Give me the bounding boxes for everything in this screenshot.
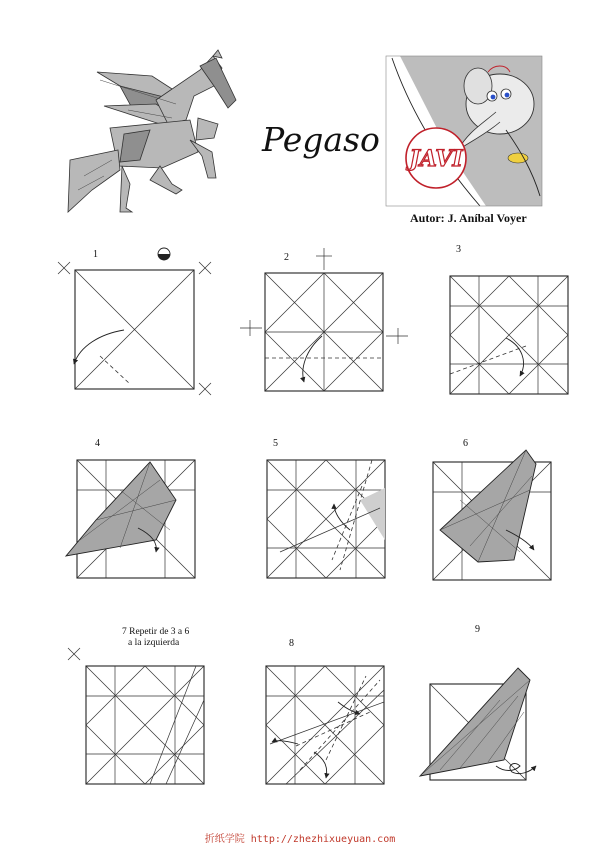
step-number: 9 <box>475 624 480 635</box>
pegasus-illustration <box>68 50 236 212</box>
step-number: 4 <box>95 438 100 449</box>
footer-watermark: 折纸学院 http://zhezhixueyuan.com <box>204 834 396 845</box>
step-number: 1 <box>93 249 98 260</box>
step-number: 2 <box>284 252 289 263</box>
step-3 <box>450 244 568 394</box>
step-number: 3 <box>456 244 461 255</box>
step-note-2: a la izquierda <box>128 638 180 648</box>
step-number: 6 <box>463 438 468 449</box>
step-4 <box>66 438 195 578</box>
step-5 <box>267 438 385 578</box>
step-1 <box>58 248 211 395</box>
turn-over-icon <box>158 248 170 260</box>
elephant-logo <box>386 56 542 206</box>
step-8 <box>266 638 384 784</box>
step-number: 5 <box>273 438 278 449</box>
step-9 <box>420 624 536 780</box>
logo-stamp: JAVI <box>409 146 463 172</box>
step-6 <box>433 438 551 580</box>
page-title: Pegaso <box>262 120 380 159</box>
step-note: 7 Repetir de 3 a 6 <box>122 627 190 637</box>
step-number: 8 <box>289 638 294 649</box>
step-2 <box>240 248 408 391</box>
author-credit: Autor: J. Aníbal Voyer <box>410 211 527 225</box>
step-7 <box>68 627 204 784</box>
